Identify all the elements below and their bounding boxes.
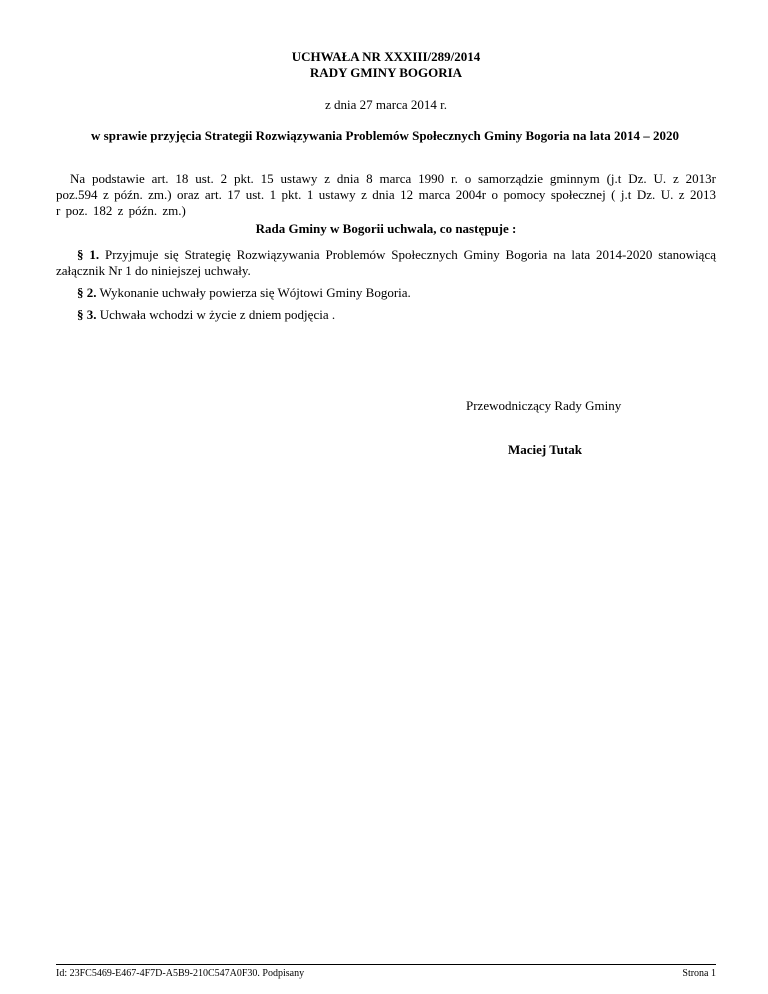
footer-divider (56, 964, 716, 965)
resolves-heading: Rada Gminy w Bogorii uchwala, co następuje : (255, 221, 517, 236)
resolution-subject: w sprawie przyjęcia Strategii Rozwiązywania Problemów Społecznych Gminy Bogoria na lata 2014 – 2020 (91, 128, 679, 143)
section-1-text: Przyjmuje się Strategię Rozwiązywania Problemów Społecznych Gminy Bogoria na lata 2014-2020 stanowiącą załącznik Nr 1 do niniejszej uchwały. (56, 247, 716, 278)
signatory-title: Przewodniczący Rady Gminy (466, 398, 622, 413)
section-3 (56, 307, 716, 323)
section-3-number: § 3. (77, 307, 97, 322)
section-1 (56, 247, 716, 279)
footer-document-id: Id: 23FC5469-E467-4F7D-A5B9-210C547A0F30. Podpisany (56, 968, 305, 979)
signatory-name: Maciej Tutak (508, 442, 583, 457)
footer-page-number: Strona 1 (682, 968, 716, 979)
section-2 (56, 285, 716, 301)
section-2-text: Wykonanie uchwały powierza się Wójtowi Gminy Bogoria. (99, 285, 411, 300)
resolution-title (56, 49, 716, 81)
resolution-date: z dnia 27 marca 2014 r. (324, 97, 447, 112)
section-2-number: § 2. (77, 285, 97, 300)
legal-basis-paragraph: Na podstawie art. 18 ust. 2 pkt. 15 ustawy z dnia 8 marca 1990 r. o samorządzie gminnym (j.t Dz. U. z 2013r poz.594 z późn. zm.) oraz art. 17 ust. 1 pkt. 1 ustawy z dnia 12 marca 2004r o pomocy społecznej ( j.t Dz. U. z 2013 r poz. 182 z późn. zm.) (56, 171, 716, 218)
section-3-text: Uchwała wchodzi w życie z dniem podjęcia . (99, 307, 336, 322)
section-1-number: § 1. (77, 247, 100, 262)
title-line-1: UCHWAŁA NR XXXIII/289/2014 (291, 49, 481, 64)
title-line-2: RADY GMINY BOGORIA (309, 65, 463, 80)
